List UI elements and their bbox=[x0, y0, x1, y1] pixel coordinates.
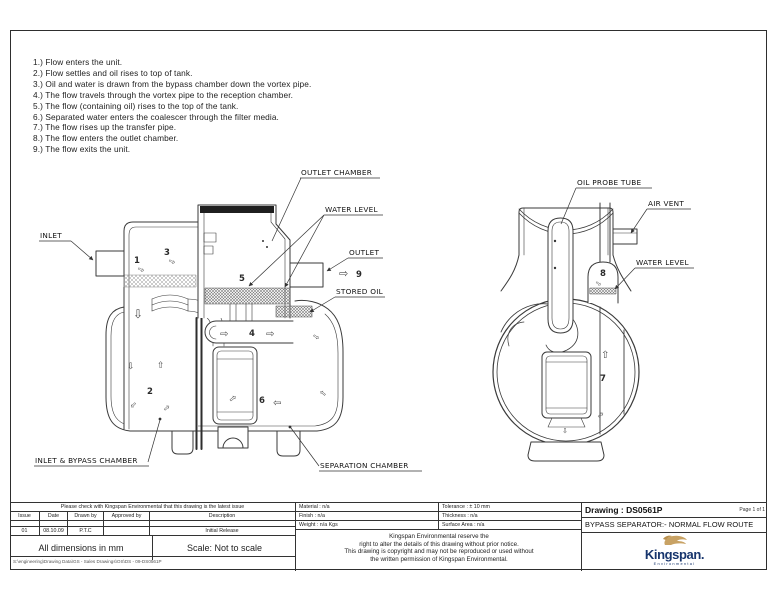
approved-by-value bbox=[104, 527, 150, 535]
surface-area-spec: Surface Area : n/a bbox=[442, 522, 485, 528]
flow-arrow-icon: ⇨ bbox=[161, 402, 173, 414]
flow-arrow-icon: ⇨ bbox=[127, 399, 139, 411]
tolerance-spec: Tolerance : ± 10 mm bbox=[442, 504, 490, 510]
flow-marker-1: 1 bbox=[134, 256, 140, 266]
svg-text:SEPARATION CHAMBER: SEPARATION CHAMBER bbox=[320, 461, 409, 470]
coalescer bbox=[213, 347, 257, 424]
outlet-chamber-end-view bbox=[588, 262, 618, 303]
note-line: 9.) The flow exits the unit. bbox=[33, 144, 131, 155]
svg-text:INLET: INLET bbox=[40, 231, 62, 240]
flow-arrow-icon: ⇨ bbox=[220, 329, 229, 340]
flow-arrow-icon: ⇨ bbox=[339, 267, 349, 280]
file-path: S:\engineering\Drawing Data\GS - Sales Drawings\OS\DS - 09-DS0561P bbox=[10, 557, 296, 571]
flow-arrow-icon: ⇨ bbox=[595, 409, 607, 421]
svg-text:INLET & BYPASS CHAMBER: INLET & BYPASS CHAMBER bbox=[35, 456, 138, 465]
kingspan-logo bbox=[582, 533, 767, 574]
label-outlet bbox=[327, 248, 383, 271]
flow-marker-5: 5 bbox=[239, 274, 245, 284]
inlet-pipe bbox=[96, 251, 124, 276]
description-value: Initial Release bbox=[205, 528, 239, 534]
logo-subtitle: Environmental bbox=[653, 561, 696, 566]
issue-table-data-row bbox=[10, 527, 295, 536]
note-line: 1.) Flow enters the unit. bbox=[33, 57, 123, 67]
tank-foot bbox=[172, 431, 193, 454]
scale-note: Scale: Not to scale bbox=[186, 543, 263, 553]
weight-spec: Weight : n/a Kgs bbox=[296, 521, 439, 529]
flow-arrow-icon: ⇨ bbox=[227, 392, 240, 406]
oil-probe-tube-shape bbox=[548, 218, 573, 333]
note-line: 3.) Oil and water is drawn from the bypass chamber down the vortex pipe. bbox=[33, 78, 312, 89]
page-indicator: Page 1 of 1 bbox=[739, 507, 765, 513]
flow-arrow-icon: ⇨ bbox=[593, 278, 604, 289]
kingspan-lion-icon bbox=[658, 534, 692, 547]
flow-arrow-icon: ⇩ bbox=[133, 307, 144, 321]
thickness-spec: Thickness : n/a bbox=[442, 513, 478, 519]
logo-wordmark: Kingspan. bbox=[644, 547, 705, 562]
air-vent-pipe bbox=[613, 229, 637, 244]
drawing-info bbox=[582, 503, 767, 571]
title-block bbox=[10, 502, 767, 570]
col-header-approved-by: Approved by bbox=[104, 512, 150, 520]
flow-arrow-icon: ⇨ bbox=[310, 331, 322, 343]
flow-arrow-icon: ⇩ bbox=[127, 362, 135, 372]
label-inlet bbox=[39, 231, 93, 260]
col-header-issue: Issue bbox=[10, 512, 40, 520]
flow-arrow-icon: ⇧ bbox=[601, 350, 610, 361]
note-line: 7.) The flow rises up the transfer pipe. bbox=[33, 122, 177, 133]
flow-arrow-icon: ⇨ bbox=[266, 329, 275, 340]
flow-arrow-icon: ⇨ bbox=[167, 256, 178, 268]
dividing-wall bbox=[197, 318, 202, 449]
water-level-band-end bbox=[590, 288, 616, 294]
issue-table-header-row bbox=[10, 512, 295, 521]
flow-marker-9: 9 bbox=[356, 270, 362, 280]
flow-arrow-icon: ⇨ bbox=[136, 264, 147, 276]
coalescer-end-view bbox=[542, 352, 591, 427]
flow-marker-3: 3 bbox=[164, 248, 170, 258]
drawn-by-value: P.T.C bbox=[68, 527, 104, 535]
svg-text:WATER LEVEL: WATER LEVEL bbox=[325, 205, 378, 214]
bypass-water-level-band bbox=[124, 275, 196, 287]
flow-marker-4: 4 bbox=[249, 329, 255, 339]
svg-text:WATER LEVEL: WATER LEVEL bbox=[636, 258, 689, 267]
note-line: 2.) Flow settles and oil rises to top of tank. bbox=[33, 67, 193, 78]
svg-text:OIL PROBE TUBE: OIL PROBE TUBE bbox=[577, 178, 642, 187]
copyright-notice: Kingspan Environmental reserve the right to alter the details of this drawing without prior notice. This drawing is copyright and may not be reproduced or used without the written permission of Kingspan Environmental. bbox=[344, 533, 534, 563]
flow-arrow-icon: ⇦ bbox=[273, 398, 282, 409]
tank-foot bbox=[277, 431, 300, 456]
flow-marker-2: 2 bbox=[147, 387, 153, 397]
svg-text:STORED OIL: STORED OIL bbox=[336, 287, 383, 296]
drawing-number: Drawing : DS0561P bbox=[585, 505, 663, 515]
note-line: 8.) The flow enters the outlet chamber. bbox=[33, 133, 179, 144]
date-value: 08.10.09 bbox=[40, 527, 68, 535]
flow-arrow-icon: ⇩ bbox=[562, 427, 568, 435]
check-note: Please check with Kingspan Environmental that this drawing is the latest issue bbox=[10, 503, 295, 512]
flow-arrow-icon: ⇨ bbox=[317, 387, 329, 399]
label-air-vent bbox=[631, 199, 691, 233]
tower-top-cap bbox=[200, 206, 274, 213]
label-stored-oil bbox=[310, 287, 385, 312]
col-header-description: Description bbox=[208, 513, 236, 519]
tank-base-support bbox=[528, 442, 604, 461]
note-line: 4.) The flow travels through the vortex pipe to the reception chamber. bbox=[33, 89, 294, 100]
outlet-pipe bbox=[290, 263, 323, 287]
col-header-drawn-by: Drawn by bbox=[68, 512, 104, 520]
svg-text:AIR VENT: AIR VENT bbox=[648, 199, 685, 208]
side-section-view bbox=[96, 205, 362, 456]
flow-marker-8: 8 bbox=[600, 269, 606, 279]
issue-table bbox=[10, 503, 296, 557]
svg-text:OUTLET: OUTLET bbox=[349, 248, 380, 257]
issue-value: 01 bbox=[10, 527, 40, 535]
svg-text:OUTLET CHAMBER: OUTLET CHAMBER bbox=[301, 168, 373, 177]
finish-spec: Finish : n/a bbox=[296, 512, 439, 520]
end-section-view bbox=[493, 203, 639, 461]
dimensions-note: All dimensions in mm bbox=[10, 536, 153, 560]
tank-bottom-port bbox=[218, 427, 248, 448]
specs-and-copyright bbox=[296, 503, 582, 571]
note-line: 5.) The flow (containing oil) rises to the top of the tank. bbox=[33, 100, 239, 111]
flow-marker-7: 7 bbox=[600, 374, 606, 384]
label-separation-chamber bbox=[289, 426, 422, 471]
col-header-date: Date bbox=[40, 512, 68, 520]
note-line: 6.) Separated water enters the coalescer through the filter media. bbox=[33, 111, 279, 122]
flow-arrow-icon: ⇧ bbox=[157, 361, 165, 371]
inlet-bypass-chamber bbox=[124, 222, 198, 429]
flow-marker-6: 6 bbox=[259, 396, 265, 406]
material-spec: Material : n/a bbox=[296, 503, 439, 511]
drawing-title: BYPASS SEPARATOR:- NORMAL FLOW ROUTE bbox=[585, 520, 754, 529]
